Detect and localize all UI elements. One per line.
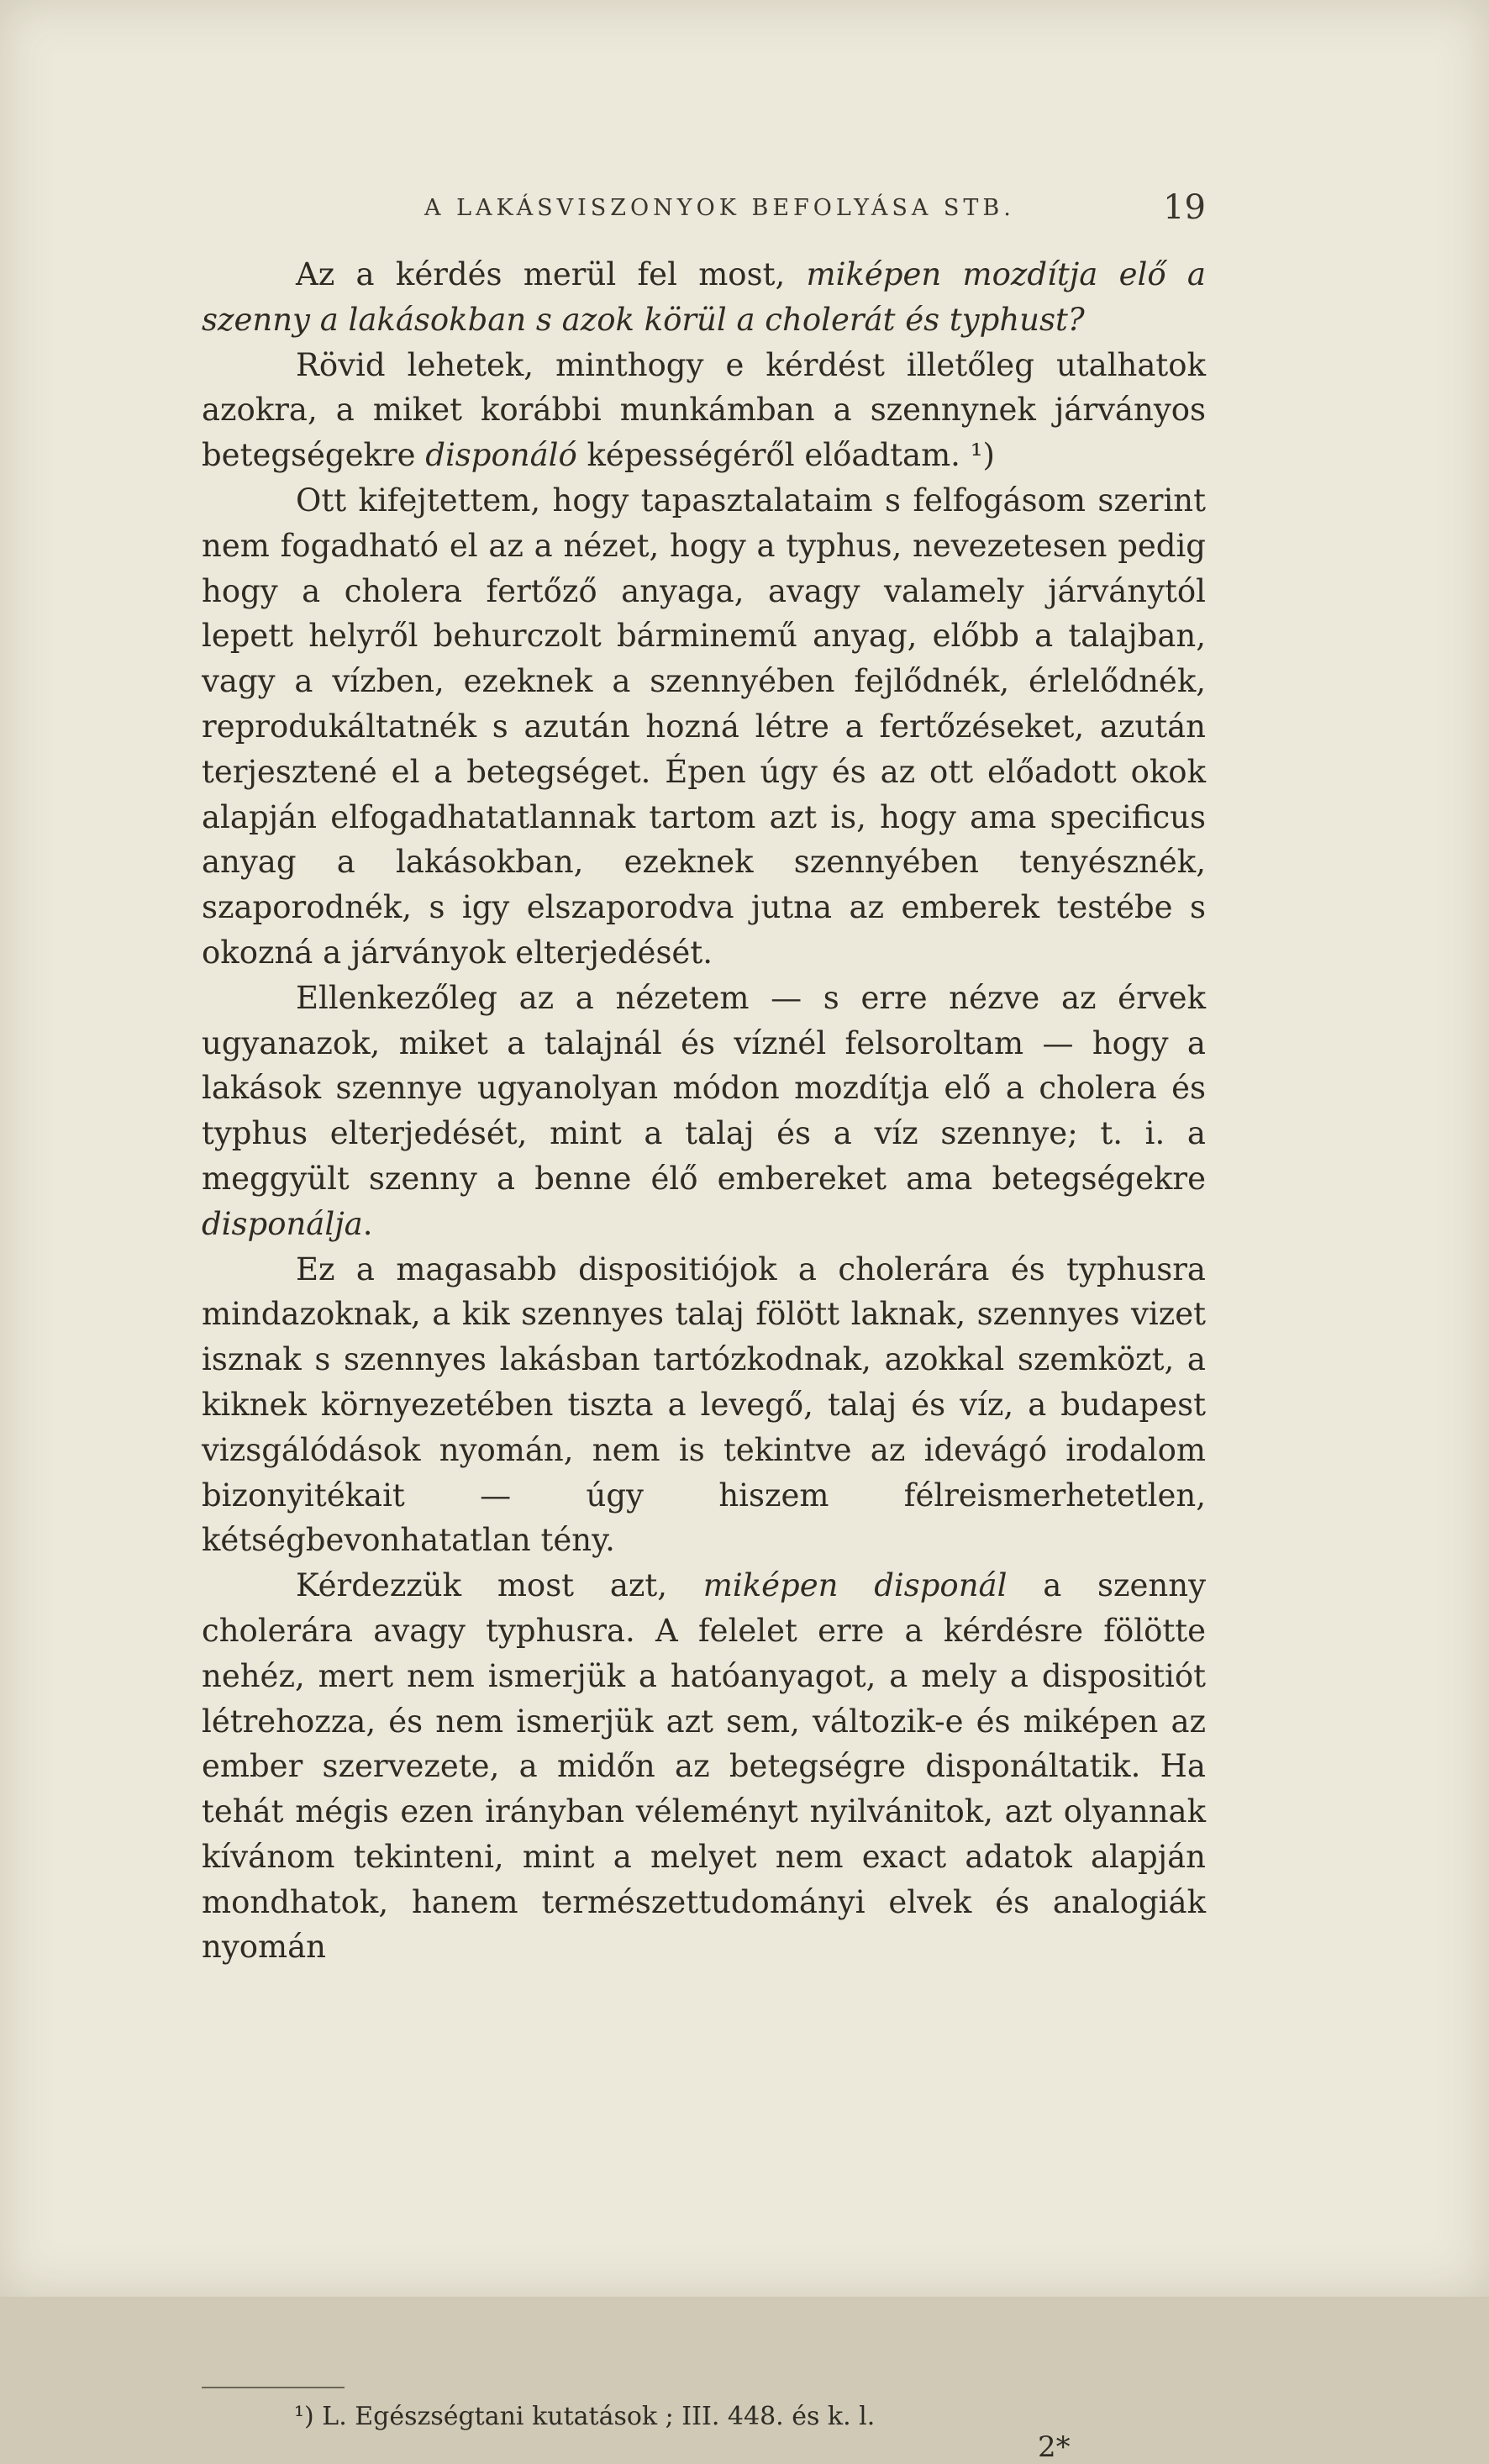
footnote-rule [202, 2387, 345, 2388]
body-text [202, 252, 1206, 1970]
paragraph-text: Ott kifejtettem, hogy tapasztalataim s felfogásom szerint nem fogadható el az a nézet, hogy a typhus, nevezetesen pedig hogy a cholera fertőző anyaga, avagy valamely járványtól lepett helyről behurczolt bárminemű anyag, előbb a talajban, vagy a vízben, ezeknek a szennyében fejlődnék, érlelődnék, reprodukáltatnék s azután hozná létre a fertőzéseket, azután terjesztené el a betegséget. Épen úgy és az ott előadott okok alapján elfogadhatatlannak tartom azt is, hogy ama specificus anyag a lakásokban, ezeknek szennyében tenyésznék, szaporodnék, s igy elszaporodva jutna az emberek testébe s okozná a járványok elterjedését. [202, 482, 1206, 971]
paragraph-text: Kérdezzük most azt, [296, 1567, 703, 1604]
paragraph-text: Rövid lehetek, minthogy e kérdést illetőleg utalhatok azokra, a miket korábbi munkámban a szennynek járványos betegségekre [202, 346, 1206, 474]
paragraph-text: . [362, 1205, 373, 1242]
paragraph-1 [202, 252, 1206, 343]
signature-mark: 2* [1038, 2430, 1071, 2464]
emphasis-text: disponálja [202, 1205, 363, 1242]
emphasis-text: disponáló [425, 437, 577, 474]
paragraph-text: a szenny cholerára avagy typhusra. A felelet erre a kérdésre fölötte nehéz, mert nem ismerjük a hatóanyagot, a mely a dispositiót létrehozza, és nem ismerjük azt sem, változik-e és miképen az ember szervezete, a midőn az betegségre disponáltatik. Ha tehát mégis ezen irányban véleményt nyilvánitok, azt olyannak kívánom tekinteni, mint a melyet nem exact adatok alapján mondhatok, hanem természettudományi elvek és analogiák nyomán [202, 1567, 1206, 1966]
paragraph-5 [202, 1247, 1206, 1564]
running-header [424, 188, 1206, 227]
paragraph-text: Ez a magasabb dispositiójok a cholerára és typhusra mindazoknak, a kik szennyes talaj fölött laknak, szennyes vizet isznak s szennyes lakásban tartózkodnak, azokkal szemközt, a kiknek környezetében tiszta a levegő, talaj és víz, a budapest vizsgálódások nyomán, nem is tekintve az idevágó irodalom bizonyitékait — úgy hiszem félreismerhetetlen, kétségbevonhatatlan tény. [202, 1250, 1206, 1559]
paragraph-6 [202, 1563, 1206, 1970]
paragraph-4 [202, 976, 1206, 1247]
paragraph-3 [202, 478, 1206, 976]
emphasis-text: miképen disponál [702, 1567, 1008, 1604]
footnote: ¹) L. Egészségtani kutatások ; III. 448. és k. l. [294, 2402, 876, 2431]
paragraph-text: képességéről előadtam. ¹) [576, 437, 995, 474]
page-number: 19 [1163, 188, 1206, 227]
emphasis-text: miképen mozdítja elő a szenny a lakásokban s azok körül a cholerát és typhust? [202, 256, 1206, 338]
paragraph-text: Az a kérdés merül fel most, [296, 256, 807, 292]
paragraph-2 [202, 343, 1206, 478]
paragraph-text: Ellenkezőleg az a nézetem — s erre nézve az érvek ugyanazok, miket a talajnál és víznél felsoroltam — hogy a lakások szennye ugyanolyan módon mozdítja elő a cholera és typhus elterjedését, mint a talaj és a víz szennye; t. i. a meggyült szenny a benne élő embereket ama betegségekre [202, 979, 1206, 1197]
running-title: A LAKÁSVISZONYOK BEFOLYÁSA STB. [424, 195, 1015, 221]
